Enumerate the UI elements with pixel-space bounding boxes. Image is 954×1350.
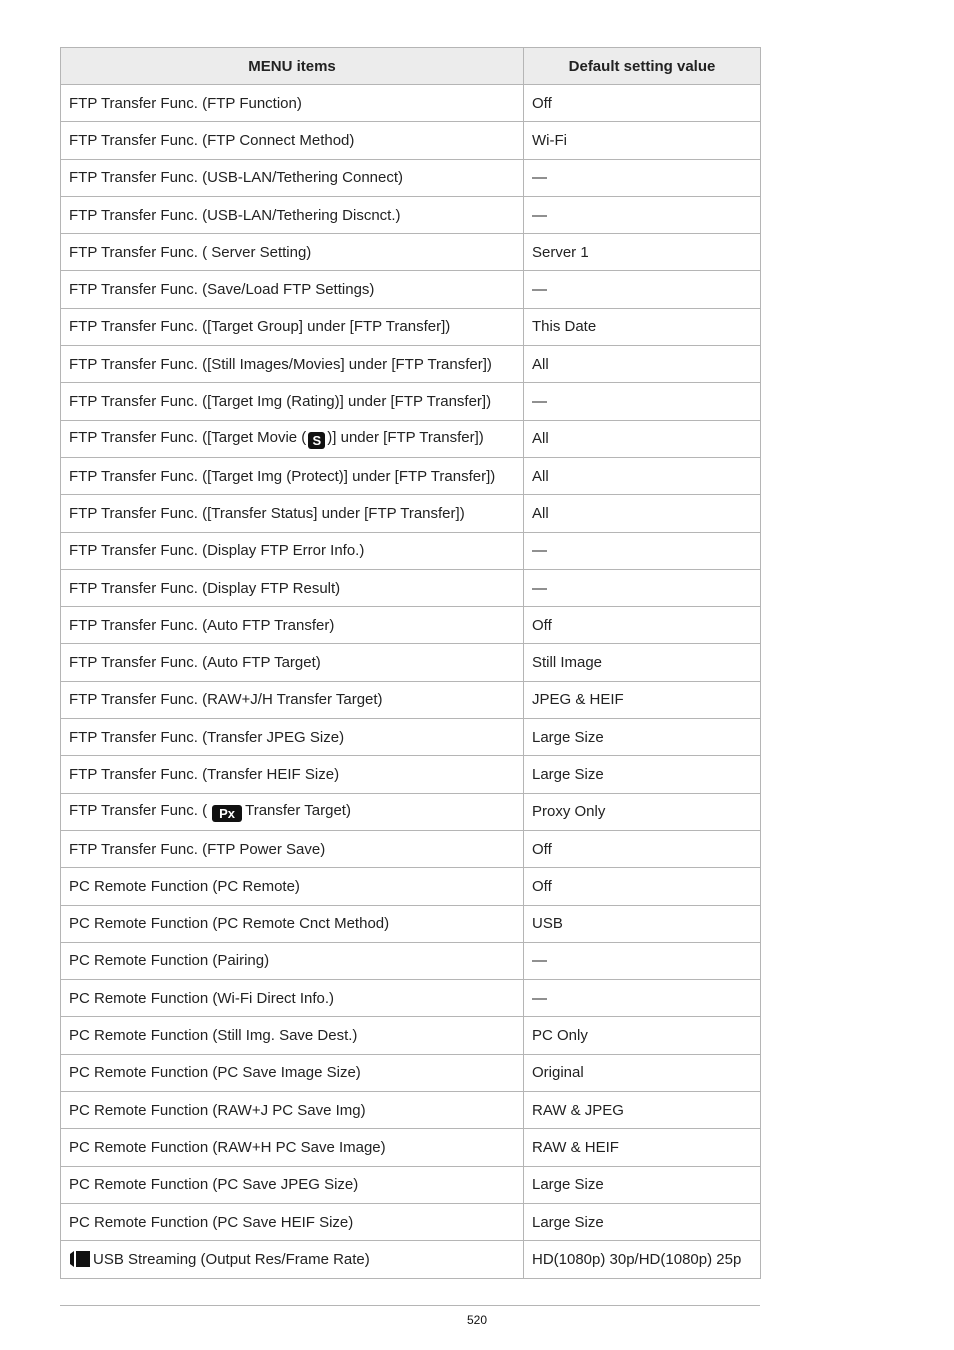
table-row	[61, 868, 761, 905]
menu-item-cell: FTP Transfer Func. (USB-LAN/Tethering Discnct.)	[61, 196, 524, 233]
table-row	[61, 905, 761, 942]
table-row	[61, 85, 761, 122]
menu-item-cell	[61, 420, 524, 457]
page-number: 520	[466, 1313, 488, 1327]
default-value-cell: Off	[524, 830, 761, 867]
menu-item-cell	[61, 793, 524, 830]
menu-item-text: FTP Transfer Func. (	[69, 801, 208, 819]
default-value-cell: This Date	[524, 308, 761, 345]
menu-item-cell: FTP Transfer Func. ([Transfer Status] under [FTP Transfer])	[61, 495, 524, 532]
table-row	[61, 756, 761, 793]
menu-item-cell: FTP Transfer Func. (Display FTP Error Info.)	[61, 532, 524, 569]
default-value-cell: —	[524, 569, 761, 606]
menu-item-cell: FTP Transfer Func. ([Target Img (Protect)] under [FTP Transfer])	[61, 457, 524, 494]
menu-item-cell: FTP Transfer Func. (FTP Connect Method)	[61, 122, 524, 159]
menu-item-cell: FTP Transfer Func. ([Target Img (Rating)] under [FTP Transfer])	[61, 383, 524, 420]
table-row	[61, 122, 761, 159]
menu-item-cell: FTP Transfer Func. (FTP Function)	[61, 85, 524, 122]
default-value-cell: Proxy Only	[524, 793, 761, 830]
default-value-cell: RAW & HEIF	[524, 1129, 761, 1166]
menu-item-cell: PC Remote Function (Pairing)	[61, 942, 524, 979]
default-value-cell: Large Size	[524, 1203, 761, 1240]
table-row	[61, 793, 761, 830]
default-value-cell: PC Only	[524, 1017, 761, 1054]
table-row	[61, 271, 761, 308]
menu-item-cell: FTP Transfer Func. (Auto FTP Target)	[61, 644, 524, 681]
menu-item-cell: FTP Transfer Func. (Save/Load FTP Settings)	[61, 271, 524, 308]
table-row	[61, 644, 761, 681]
table-row	[61, 420, 761, 457]
table-row	[61, 1054, 761, 1091]
default-value-cell: Original	[524, 1054, 761, 1091]
menu-item-text: Transfer Target)	[245, 801, 351, 819]
default-value-cell: Server 1	[524, 234, 761, 271]
menu-item-cell: PC Remote Function (RAW+H PC Save Image)	[61, 1129, 524, 1166]
menu-item-cell: PC Remote Function (Wi-Fi Direct Info.)	[61, 980, 524, 1017]
default-value-cell: HD(1080p) 30p/HD(1080p) 25p	[524, 1241, 761, 1278]
table-row	[61, 196, 761, 233]
table-row	[61, 1166, 761, 1203]
default-value-cell: RAW & JPEG	[524, 1092, 761, 1129]
table-row	[61, 1092, 761, 1129]
default-value-cell: USB	[524, 905, 761, 942]
default-value-cell: —	[524, 383, 761, 420]
menu-item-cell: FTP Transfer Func. (Transfer HEIF Size)	[61, 756, 524, 793]
menu-item-cell: PC Remote Function (PC Save Image Size)	[61, 1054, 524, 1091]
menu-item-text: FTP Transfer Func. ([Target Movie (	[69, 428, 307, 446]
table-row	[61, 346, 761, 383]
menu-item-cell: FTP Transfer Func. ([Still Images/Movies] under [FTP Transfer])	[61, 346, 524, 383]
default-value-cell: Still Image	[524, 644, 761, 681]
menu-item-text: USB Streaming (Output Res/Frame Rate)	[93, 1250, 370, 1268]
menu-settings-table	[60, 47, 761, 1279]
default-value-cell: —	[524, 159, 761, 196]
default-value-cell: All	[524, 495, 761, 532]
menu-item-cell: PC Remote Function (PC Save HEIF Size)	[61, 1203, 524, 1240]
table-row	[61, 234, 761, 271]
table-row	[61, 383, 761, 420]
default-value-cell: —	[524, 980, 761, 1017]
menu-item-cell: PC Remote Function (Still Img. Save Dest.)	[61, 1017, 524, 1054]
table-row	[61, 607, 761, 644]
default-value-cell: Off	[524, 607, 761, 644]
default-value-cell: All	[524, 420, 761, 457]
menu-item-cell: PC Remote Function (PC Save JPEG Size)	[61, 1166, 524, 1203]
default-value-cell: —	[524, 196, 761, 233]
table-row	[61, 1129, 761, 1166]
table-row	[61, 495, 761, 532]
menu-item-cell: FTP Transfer Func. (Display FTP Result)	[61, 569, 524, 606]
menu-item-text: )] under [FTP Transfer])	[327, 428, 484, 446]
default-value-cell: Wi-Fi	[524, 122, 761, 159]
menu-item-cell: PC Remote Function (RAW+J PC Save Img)	[61, 1092, 524, 1129]
proxy-icon: Px	[212, 805, 242, 822]
menu-item-cell	[61, 1241, 524, 1278]
table-row	[61, 159, 761, 196]
table-row	[61, 532, 761, 569]
movie-mode-icon	[69, 1251, 91, 1267]
table-row	[61, 1203, 761, 1240]
table-row	[61, 1241, 761, 1278]
menu-item-cell: FTP Transfer Func. (USB-LAN/Tethering Connect)	[61, 159, 524, 196]
slow-quick-movie-icon: S	[308, 432, 325, 449]
table-row	[61, 308, 761, 345]
header-default-value: Default setting value	[524, 48, 761, 85]
default-value-cell: —	[524, 532, 761, 569]
table-row	[61, 830, 761, 867]
footer-divider	[60, 1305, 760, 1306]
table-row	[61, 980, 761, 1017]
table-row	[61, 1017, 761, 1054]
menu-item-cell: FTP Transfer Func. ( Server Setting)	[61, 234, 524, 271]
default-value-cell: —	[524, 271, 761, 308]
menu-item-cell: FTP Transfer Func. (FTP Power Save)	[61, 830, 524, 867]
table-row	[61, 942, 761, 979]
menu-item-cell: PC Remote Function (PC Remote Cnct Method)	[61, 905, 524, 942]
default-value-cell: All	[524, 346, 761, 383]
table-row	[61, 719, 761, 756]
default-value-cell: —	[524, 942, 761, 979]
default-value-cell: Large Size	[524, 719, 761, 756]
default-value-cell: All	[524, 457, 761, 494]
default-value-cell: Off	[524, 868, 761, 905]
menu-item-cell: PC Remote Function (PC Remote)	[61, 868, 524, 905]
table-row	[61, 681, 761, 718]
menu-item-cell: FTP Transfer Func. ([Target Group] under [FTP Transfer])	[61, 308, 524, 345]
default-value-cell: JPEG & HEIF	[524, 681, 761, 718]
table-header-row	[61, 48, 761, 85]
header-menu-items: MENU items	[61, 48, 524, 85]
table-row	[61, 457, 761, 494]
default-value-cell: Large Size	[524, 756, 761, 793]
menu-item-cell: FTP Transfer Func. (RAW+J/H Transfer Target)	[61, 681, 524, 718]
default-value-cell: Off	[524, 85, 761, 122]
default-value-cell: Large Size	[524, 1166, 761, 1203]
menu-item-cell: FTP Transfer Func. (Auto FTP Transfer)	[61, 607, 524, 644]
menu-item-cell: FTP Transfer Func. (Transfer JPEG Size)	[61, 719, 524, 756]
table-row	[61, 569, 761, 606]
